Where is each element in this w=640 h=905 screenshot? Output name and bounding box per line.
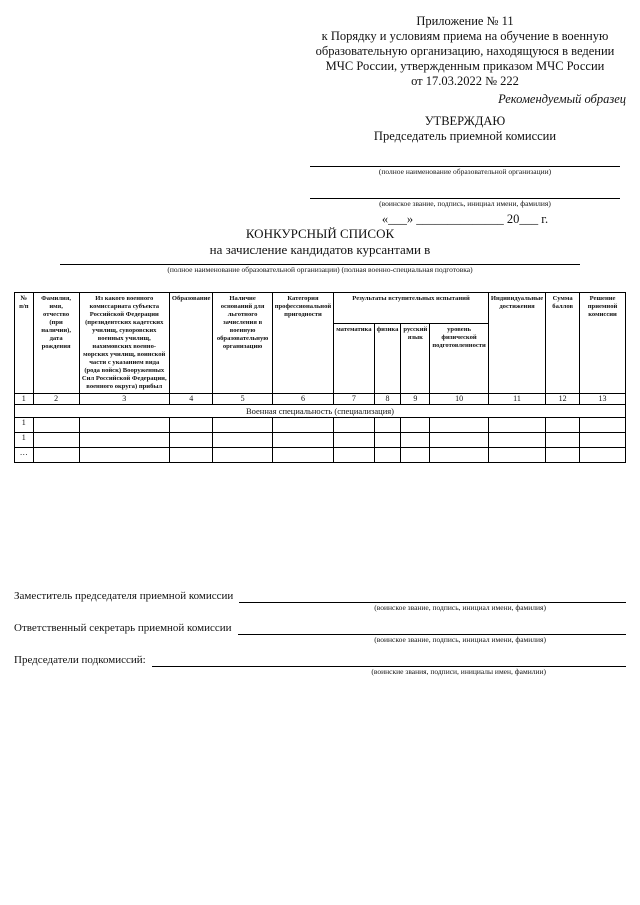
row-number: … — [15, 448, 34, 463]
document-subtitle: на зачисление кандидатов курсантами в — [209, 242, 431, 257]
appendix-line: к Порядку и условиям приема на обучение в военную — [321, 29, 609, 43]
signature-caption: (воинское звание, подпись, инициал имени, фамилия) — [374, 635, 546, 644]
row-number: 1 — [15, 433, 34, 448]
column-number: 3 — [79, 394, 169, 405]
appendix-line: МЧС России, утвержденным приказом МЧС России — [325, 59, 605, 73]
appendix-line: образовательную организацию, находящуюся в ведении — [315, 44, 615, 58]
col-number-header: № п/п — [15, 293, 34, 394]
column-number: 4 — [169, 394, 213, 405]
col-fitness-header: уровень физической подготовленности — [430, 324, 489, 394]
signature-line — [310, 184, 620, 199]
col-education-header: Образование — [169, 293, 213, 394]
col-decision-header: Решение приемной комиссии — [580, 293, 626, 394]
document-title: КОНКУРСНЫЙ СПИСОК — [245, 226, 395, 241]
signature-label: Председатели подкомиссий: — [14, 654, 146, 666]
column-number: 5 — [213, 394, 272, 405]
appendix-header — [300, 14, 630, 89]
signature-caption: (воинское звание, подпись, инициал имени, фамилия) — [379, 199, 551, 208]
signatures-block — [14, 590, 626, 686]
table-row — [15, 418, 626, 433]
table-row — [15, 433, 626, 448]
col-name-header: Фамилия, имя, отчество (при наличии), дата рождения — [33, 293, 79, 394]
signature-caption: (воинское звание, подпись, инициал имени, фамилия) — [374, 603, 546, 612]
column-numbers-row — [15, 394, 626, 405]
column-number: 8 — [374, 394, 401, 405]
signature-deputy — [14, 590, 626, 612]
document-title-block — [0, 226, 640, 274]
signature-label: Ответственный секретарь приемной комиссии — [14, 622, 232, 634]
col-results-header: Результаты вступительных испытаний — [334, 293, 489, 324]
col-category-header: Категория профессиональной пригодности — [272, 293, 334, 394]
signature-line — [239, 590, 626, 603]
specialty-label: Военная специальность (специализация) — [15, 405, 626, 418]
col-sum-header: Сумма баллов — [546, 293, 580, 394]
column-number: 10 — [430, 394, 489, 405]
col-russian-header: русский язык — [401, 324, 430, 394]
signature-subcommissions — [14, 654, 626, 676]
approve-position: Председатель приемной комиссии — [373, 129, 557, 143]
column-number: 11 — [488, 394, 545, 405]
col-origin-header: Из какого военного комиссариата субъекта Российской Федерации (президентских кадетских училищ, суворовских военных училищ, нахимовских военно-морских училищ, воинской части с указанием вида (рода войск) Вооруженных Сил Российской Федерации, военного округа) прибыл — [79, 293, 169, 394]
specialty-row — [15, 405, 626, 418]
column-number: 6 — [272, 394, 334, 405]
signature-caption: (воинские звания, подписи, инициалы имен, фамилии) — [371, 667, 546, 676]
col-math-header: математика — [334, 324, 374, 394]
col-benefits-header: Наличие оснований для льготного зачисления в военную образовательную организацию — [213, 293, 272, 394]
signature-label: Заместитель председателя приемной комиссии — [14, 590, 234, 602]
signature-line — [238, 622, 626, 635]
approve-title: УТВЕРЖДАЮ — [424, 114, 506, 128]
row-number: 1 — [15, 418, 34, 433]
signature-line — [152, 654, 626, 667]
column-number: 9 — [401, 394, 430, 405]
column-number: 13 — [580, 394, 626, 405]
competition-list-table — [14, 292, 626, 463]
signature-secretary — [14, 622, 626, 644]
approval-block — [300, 114, 630, 227]
document-org-caption: (полное наименование образовательной организации) (полная военно-специальная подготовка) — [167, 265, 473, 274]
column-number: 2 — [33, 394, 79, 405]
appendix-line: от 17.03.2022 № 222 — [411, 74, 519, 88]
column-number: 12 — [546, 394, 580, 405]
column-number: 7 — [334, 394, 374, 405]
sample-note: Рекомендуемый образец — [498, 92, 626, 106]
col-physics-header: физика — [374, 324, 401, 394]
appendix-title: Приложение № 11 — [416, 14, 514, 28]
column-number: 1 — [15, 394, 34, 405]
col-achievements-header: Индивидуальные достижения — [488, 293, 545, 394]
org-name-line — [310, 152, 620, 167]
approve-date: «___» ______________ 20___ г. — [381, 212, 549, 226]
table-row — [15, 448, 626, 463]
org-caption: (полное наименование образовательной организации) — [378, 167, 552, 176]
